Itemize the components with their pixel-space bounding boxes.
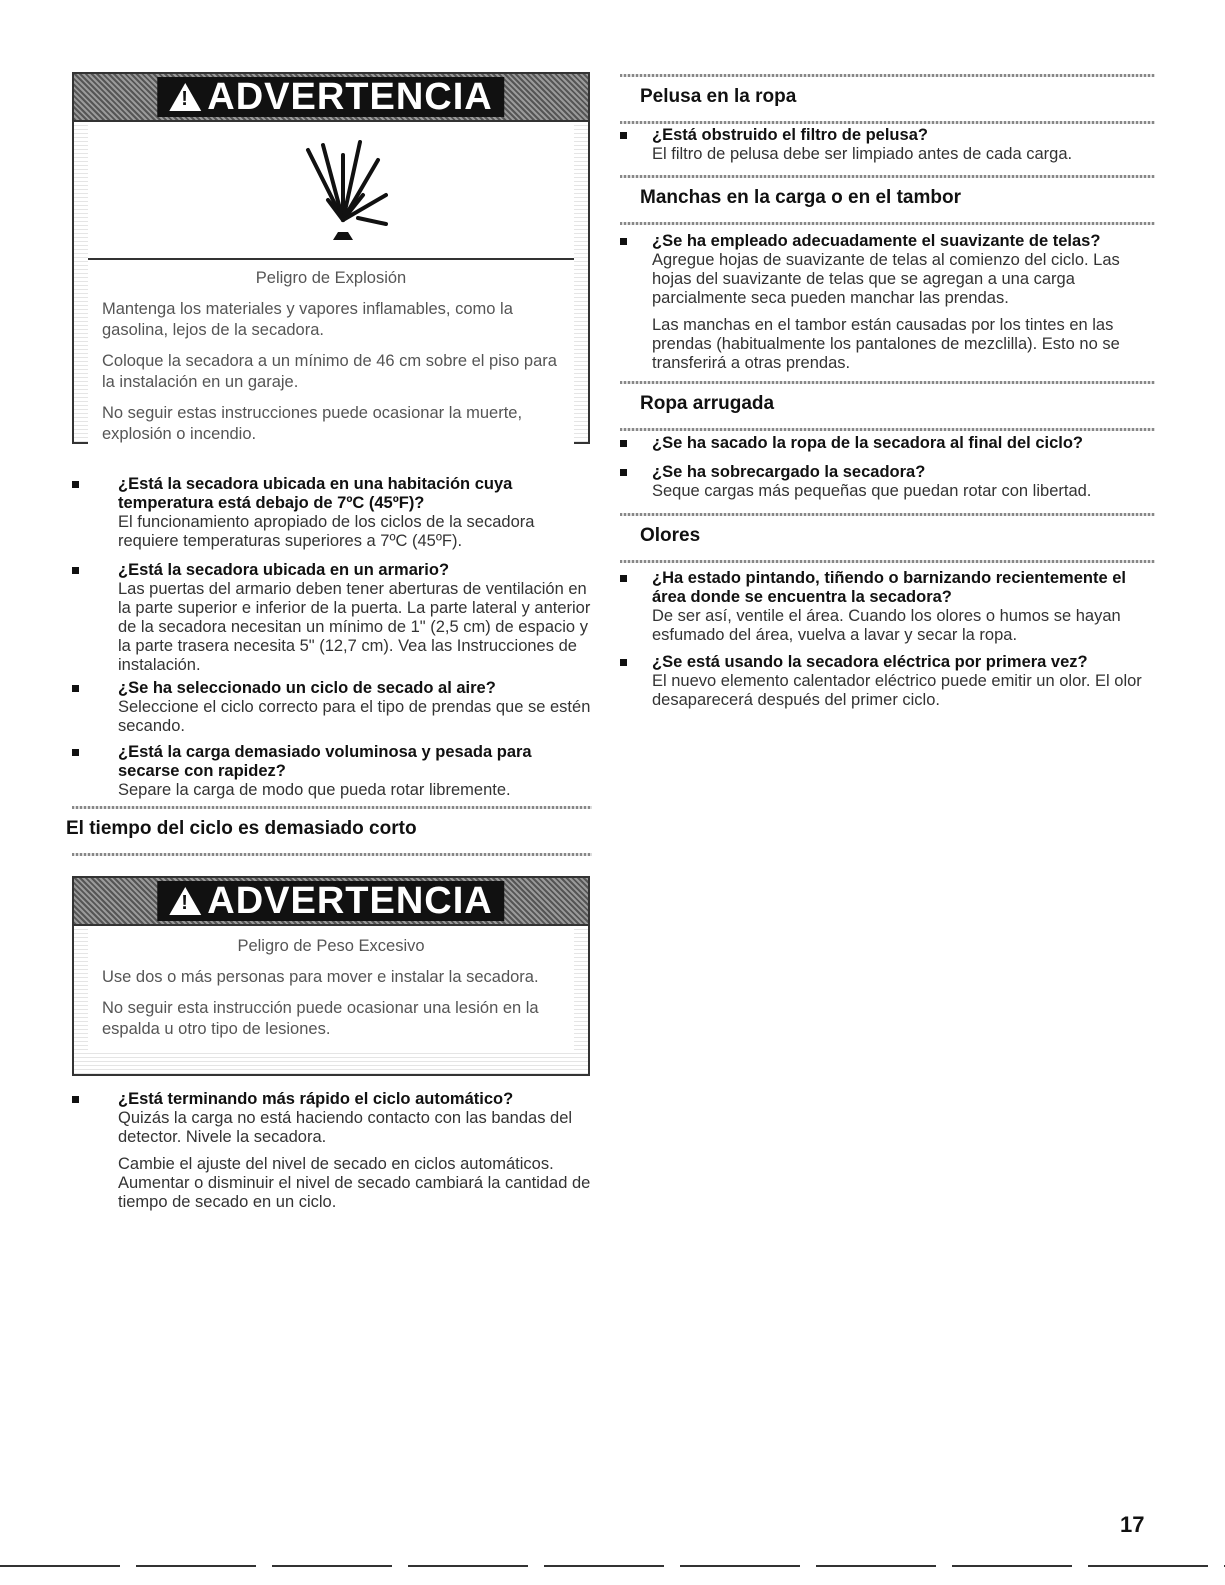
item-question: ¿Está la carga demasiado voluminosa y pesada para secarse con rapidez? — [118, 743, 532, 780]
divider — [620, 121, 1155, 124]
bullet-icon — [620, 575, 627, 582]
item-question: ¿Se ha empleado adecuadamente el suavizante de telas? — [652, 232, 1101, 250]
warning-paragraph: Coloque la secadora a un mínimo de 46 cm sobre el piso para la instalación en un garaje. — [102, 352, 557, 391]
bullet-icon — [620, 440, 627, 447]
warning-title: ADVERTENCIA — [207, 879, 493, 922]
bullet-icon — [620, 469, 627, 476]
item-question: ¿Está la secadora ubicada en un armario? — [118, 561, 450, 579]
warning-body — [88, 260, 574, 455]
section-header — [620, 74, 1155, 124]
list-item — [620, 463, 1155, 501]
list-item — [72, 561, 592, 675]
bullet-icon — [620, 238, 627, 245]
item-question: ¿Ha estado pintando, tiñendo o barnizando recientemente el área donde se encuentra la secadora? — [652, 569, 1126, 606]
explosion-icon-area — [88, 122, 574, 260]
warning-subtitle: Peligro de Peso Excesivo — [237, 937, 425, 955]
warning-title-plate — [157, 77, 504, 117]
divider — [620, 74, 1155, 77]
item-question: ¿Está terminando más rápido el ciclo automático? — [118, 1090, 514, 1108]
warning-subtitle: Peligro de Explosión — [255, 269, 407, 287]
item-answer: El funcionamiento apropiado de los ciclos de la secadora requiere temperaturas superiores a 7ºC (45ºF). — [118, 513, 535, 550]
bullet-icon — [72, 685, 79, 692]
page-number: 17 — [1120, 1512, 1145, 1537]
item-answer: El nuevo elemento calentador eléctrico puede emitir un olor. El olor desaparecerá después del primer ciclo. — [652, 672, 1142, 709]
list-item — [620, 653, 1155, 710]
warning-paragraph: Use dos o más personas para mover e instalar la secadora. — [102, 968, 539, 986]
section-title: Pelusa en la ropa — [640, 86, 797, 107]
item-answer: Las puertas del armario deben tener aberturas de ventilación en la parte superior e inferior de la puerta. La parte lateral y anterior de la secadora necesitan un mínimo de 1" (2,5 cm) de espacio y la parte trasera necesita 5" (12,7 cm). Vea las Instrucciones de instalación. — [118, 580, 591, 674]
list-item — [72, 1090, 592, 1212]
list-item — [620, 569, 1155, 645]
weight-warning-box — [72, 876, 590, 1076]
section-header — [620, 381, 1155, 431]
section-title: El tiempo del ciclo es demasiado corto — [66, 818, 417, 839]
item-question: ¿Se ha sobrecargado la secadora? — [652, 463, 926, 481]
explosion-icon — [298, 140, 388, 240]
item-answer-extra: Las manchas en el tambor están causadas por los tintes en las prendas (habitualmente los pantalones de mezclilla). Esto no se transferirá a otras prendas. — [652, 316, 1120, 372]
divider — [620, 428, 1155, 431]
warning-title: ADVERTENCIA — [207, 75, 493, 118]
item-answer: Agregue hojas de suavizante de telas al comienzo del ciclo. Las hojas del suavizante de telas que se agregan a una carga parcialmente seca pueden manchar las prendas. — [652, 251, 1120, 307]
item-answer: El filtro de pelusa debe ser limpiado antes de cada carga. — [652, 145, 1073, 163]
divider — [620, 560, 1155, 563]
divider — [620, 513, 1155, 516]
bullet-icon — [620, 659, 627, 666]
warning-header — [74, 74, 588, 122]
item-answer: Seleccione el ciclo correcto para el tipo de prendas que se estén secando. — [118, 698, 591, 735]
list-item — [72, 475, 592, 551]
divider — [620, 222, 1155, 225]
warning-paragraph: No seguir esta instrucción puede ocasionar una lesión en la espalda u otro tipo de lesiones. — [102, 999, 539, 1038]
bullet-icon — [72, 1096, 79, 1103]
divider — [72, 806, 592, 809]
item-question: ¿Se ha seleccionado un ciclo de secado al aire? — [118, 679, 496, 697]
warning-title-plate — [157, 881, 504, 921]
list-item — [620, 126, 1155, 164]
item-answer-extra: Cambie el ajuste del nivel de secado en ciclos automáticos. Aumentar o disminuir el nivel de secado cambiará la cantidad de tiempo de secado en un ciclo. — [118, 1155, 591, 1211]
item-question: ¿Está obstruido el filtro de pelusa? — [652, 126, 928, 144]
list-item — [72, 743, 592, 800]
item-question: ¿Se ha sacado la ropa de la secadora al final del ciclo? — [652, 434, 1083, 452]
warning-triangle-icon — [169, 887, 201, 915]
warning-paragraph: Mantenga los materiales y vapores inflamables, como la gasolina, lejos de la secadora. — [102, 300, 513, 339]
bullet-icon — [72, 481, 79, 488]
list-item — [72, 679, 592, 736]
warning-triangle-icon — [169, 83, 201, 111]
section-title: Ropa arrugada — [640, 393, 775, 414]
section-title: Manchas en la carga o en el tambor — [640, 187, 961, 208]
divider — [620, 175, 1155, 178]
section-header — [66, 806, 592, 856]
item-answer: Separe la carga de modo que pueda rotar libremente. — [118, 781, 511, 799]
item-question: ¿Está la secadora ubicada en una habitación cuya temperatura está debajo de 7ºC (45ºF)? — [118, 475, 513, 512]
section-header — [620, 175, 1155, 225]
list-item — [620, 232, 1155, 373]
item-answer: Seque cargas más pequeñas que puedan rotar con libertad. — [652, 482, 1092, 500]
item-answer: De ser así, ventile el área. Cuando los olores o humos se hayan esfumado del área, vuelva a lavar y secar la ropa. — [652, 607, 1121, 644]
explosion-warning-box — [72, 72, 590, 444]
divider — [72, 853, 592, 856]
warning-body — [88, 926, 574, 1050]
list-item — [620, 434, 1155, 453]
warning-paragraph: No seguir estas instrucciones puede ocasionar la muerte, explosión o incendio. — [102, 404, 523, 443]
bullet-icon — [620, 132, 627, 139]
warning-header — [74, 878, 588, 926]
section-header — [620, 513, 1155, 563]
bottom-divider — [0, 1565, 1225, 1567]
section-title: Olores — [640, 525, 701, 546]
bullet-icon — [72, 567, 79, 574]
item-question: ¿Se está usando la secadora eléctrica por primera vez? — [652, 653, 1088, 671]
item-answer: Quizás la carga no está haciendo contacto con las bandas del detector. Nivele la secadora. — [118, 1109, 573, 1146]
bullet-icon — [72, 749, 79, 756]
divider — [620, 381, 1155, 384]
